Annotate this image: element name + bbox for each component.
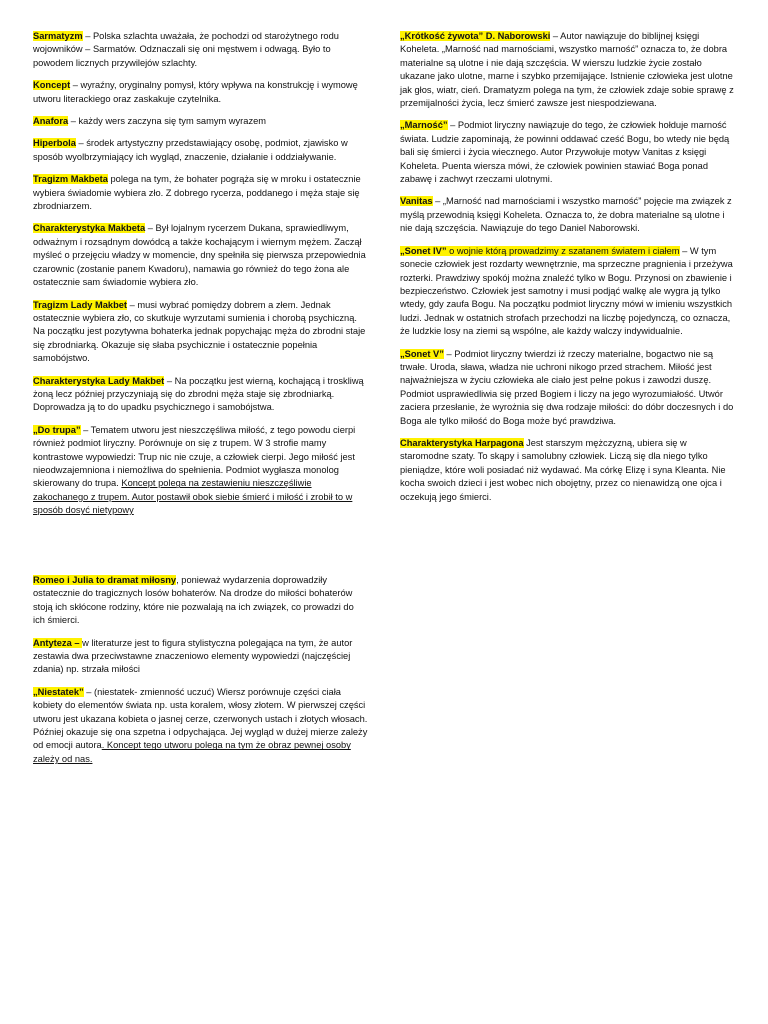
- entry-anafora: [33, 115, 368, 128]
- term-highlight: Charakterystyka Harpagona: [400, 437, 524, 448]
- left-column-bottom: [33, 574, 368, 775]
- entry-sonet-v: [400, 348, 735, 428]
- entry-text: – musi wybrać pomiędzy dobrem a złem. Jednak ostatecznie wybiera zło, co skutkuje wyrzutami sumienia i chorobą psychiczną. Na początku jest pozytywna bohaterka jednak popychając męża do zbrodni staje się zbrodniarką. Okazuje się słaba psychicznie i ostatecznie popełnia samobójstwo.: [33, 299, 366, 364]
- entry-text: – Tematem utworu jest nieszczęśliwa miłość, z tego powodu cierpi również podmiot liryczny. Porównuje on się z trupem. W 3 strofie mamy kontrastowe wypowiedzi: Trup nic nie czuje, a człowiek cierpi. Jego miłość jest nieodwzajemniona i niemożliwa do spełnienia. Podmiot wygłasza monolog skierowany do trupa.: [33, 424, 356, 489]
- entry-text: Jest starszym mężczyzną, ubiera się w staromodne szaty. To skąpy i samolubny człowiek. Liczą się dla niego tylko pieniądze, które woli posiadać niż wydawać. Ma córkę Elizę i syna Kleanta. Nie kocha swoich dzieci i jest wobec nich obojętny, przez co nienawidzą one ojca i oczekują jego śmierci.: [400, 437, 726, 502]
- term-highlight: Vanitas: [400, 196, 433, 207]
- entry-niestatek: [33, 686, 368, 766]
- term-highlight: „Sonet IV”: [400, 245, 447, 256]
- term-highlight: Charakterystyka Lady Makbet: [33, 375, 165, 386]
- entry-text: – „Marność nad marnościami i wszystko marność” pojęcie ma związek z myślą przewodnią księgi Koheleta. Oznacza to, że dobra materialne są ulotne i nie dają szczęścia. Nawiązuje do tego Daniel Naborowski.: [400, 196, 732, 234]
- entry-romeo-i-julia: [33, 574, 368, 628]
- entry-antyteza: [33, 637, 368, 677]
- term-highlight: „Niestatek”: [33, 686, 84, 697]
- term-highlight: „Marność”: [400, 120, 448, 131]
- entry-text: , ponieważ wydarzenia doprowadziły ostatecznie do tragicznych losów bohaterów. Na drodze do miłości bohaterów stoją ich skłócone rodziny, które nie pozwalają na ich związek, co prowadzi do ich śmierci.: [33, 575, 354, 626]
- entry-text: w literaturze jest to figura stylistyczna polegająca na tym, że autor zestawia dwa przeciwstawne znaczeniowo elementy wypowiedzi (najczęściej zdania) np. strzała miłości: [33, 637, 353, 675]
- entry-underlined-text: . Koncept tego utworu polega na tym że obraz pewnej osoby zależy od nas.: [33, 740, 351, 764]
- left-column: [33, 30, 368, 527]
- entry-sarmatyzm: [33, 30, 368, 70]
- entry-koncept: [33, 79, 368, 106]
- entry-text: – Polska szlachta uważała, że pochodzi od starożytnego rodu wojowników – Sarmatów. Odznaczali się oni męstwem i odwagą. Było to powodem licznych przywilejów szlachty.: [33, 31, 339, 68]
- entry-text: – W tym sonecie człowiek jest rozdarty wewnętrznie, ma sprzeczne pragnienia i przeżywa rozterki. Prawdziwy spokój można znaleźć tylko w Bogu. Przynosi on zbawienie i bezpieczeństwo. Człowiek jest samotny i musi podjąć walkę ale wygra ją tylko wtedy, gdy zaufa Bogu. Na początku podmiot liryczny mówi w imieniu wszystkich ludzi. Jednak w ostatnich strofach przechodzi na liczbę pojedynczą, co oznacza, że ludzkie losy na ziemi są wspólne, ale każdy walczy indywidualnie.: [400, 245, 733, 337]
- entry-charakterystyka-harpagona: [400, 437, 735, 504]
- term-highlight: Antyteza –: [33, 637, 83, 648]
- entry-vanitas: [400, 195, 735, 235]
- entry-charakterystyka-makbeta: [33, 222, 368, 289]
- entry-underlined-text: Koncept polega na zestawieniu nieszczęśliwie zakochanego z trupem. Autor postawił obok siebie śmierć i miłość i zrobił to w sposób dosyć nietypowy: [33, 478, 353, 516]
- entry-krotkosc-zywota: [400, 30, 735, 110]
- term-highlight: Tragizm Makbeta: [33, 174, 108, 185]
- entry-text: – (niestatek- zmienność uczuć) Wiersz porównuje części ciała kobiety do elementów świata np. usta koralem, włosy złotem. W pierwszej części utworu jest ukazana kobieta o jasnej cerze, czerwonych ustach i złotych włosach. Później okazuje się ona szpetna i odpychająca. Jej wygląd w dużej mierze zależy od emocji autora: [33, 686, 368, 751]
- term-highlight: Koncept: [33, 80, 71, 91]
- entry-text: – każdy wers zaczyna się tym samym wyrazem: [68, 116, 267, 127]
- term-highlight: Sarmatyzm: [33, 31, 83, 41]
- entry-text: – Był lojalnym rycerzem Dukana, sprawiedliwym, odważnym i rozsądnym dowódcą a także kochającym i wiernym mężem. Zaczął myśleć o przejęciu władzy w momencie, dny spełniła się pierwsza przepowiednia czarownic (zostanie panem Kwadoru), namawia go również do tego żona ale ostatecznie sam świadomie wybiera zło.: [33, 223, 366, 288]
- entry-text: – Na początku jest wierną, kochającą i troskliwą żoną lecz później przyczyniają się do zbrodni męża staje się zbrodniarką. Doprowadza ją to do upadku psychicznego i samobójstwa.: [33, 375, 364, 413]
- term-highlight: Romeo i Julia to dramat miłosny: [33, 575, 177, 585]
- term-highlight: Charakterystyka Makbeta: [33, 223, 146, 234]
- term-highlight: „Krótkość żywota” D. Naborowski: [400, 31, 551, 41]
- entry-marnosc: [400, 119, 735, 186]
- entry-text: – wyraźny, oryginalny pomysł, który wpływa na konstrukcję i wymowę utworu literackiego oraz zaskakuje czytelnika.: [33, 80, 358, 104]
- entry-text: – Autor nawiązuje do biblijnej księgi Koheleta. „Marność nad marnościami, wszystko marność” oznacza to, że dobra materialne są ulotne i nie dają szczęścia. W wierszu ludzkie życie zostało ukazane jako ulotne, marne i szybko przemijające. Istnienie człowieka jest ulotne jak głos, wiatr, cień. Dramatyzm polega na tym, że człowiek zdaje sobie sprawę z przemijalności życia, lecz śmierć zawsze jest niespodziewana.: [400, 31, 734, 109]
- term-highlight: Hiperbola: [33, 138, 76, 149]
- entry-text: polega na tym, że bohater pogrąża się w mroku i ostatecznie wybiera świadomie wybiera zło. Z dobrego rycerza, poddanego i męża staje się zbrodniarzem.: [33, 174, 361, 212]
- entry-tragizm-lady-makbet: [33, 299, 368, 366]
- entry-text: – Podmiot liryczny twierdzi iż rzeczy materialne, bogactwo nie są trwałe. Uroda, sława, władza nie uchroni nikogo przed strachem. Miłość jest najważniejsza w życiu człowieka ale ciało jest pełne pokus i zawodzi duszę. Podmiot usprawiedliwia się przed Bogiem i liczy na jego wyrozumiałość. Utwór zaciera przesłanie, że wyrożnia się dwa rodzaje miłości: do dóbr doczesnych i do Boga ale tylko miłość do Boga może być prawdziwa.: [400, 348, 734, 426]
- entry-charakterystyka-lady-makbet: [33, 375, 368, 415]
- right-column: [400, 30, 735, 513]
- entry-text: – Podmiot liryczny nawiązuje do tego, że człowiek hołduje marność świata. Ludzie zapominają, że powinni oddawać cześć Bogu, bo wtedy nie będą bali się śmierci i życia wiecznego. Autor Przywołuje motyw Vanitas z księgi Koheleta. Puenta wiersza mówi, że człowiek powinien stawiać Boga ponad zabawę i zachwyt rzeczami ulotnymi.: [400, 120, 730, 185]
- entry-do-trupa: [33, 424, 368, 518]
- entry-text: – środek artystyczny przedstawiający osobę, podmiot, zjawisko w sposób wyolbrzymiający ich wygląd, znaczenie, działanie i oddziaływanie.: [33, 138, 348, 162]
- entry-tragizm-makbeta: [33, 173, 368, 213]
- term-highlight-extra: o wojnie którą prowadzimy z szatanem światem i ciałem: [446, 245, 680, 256]
- entry-sonet-iv: [400, 245, 735, 339]
- term-highlight: „Sonet V”: [400, 348, 444, 359]
- term-highlight: „Do trupa”: [33, 424, 81, 435]
- term-highlight: Tragizm Lady Makbet: [33, 299, 128, 310]
- term-highlight: Anafora: [33, 116, 69, 127]
- entry-hiperbola: [33, 137, 368, 164]
